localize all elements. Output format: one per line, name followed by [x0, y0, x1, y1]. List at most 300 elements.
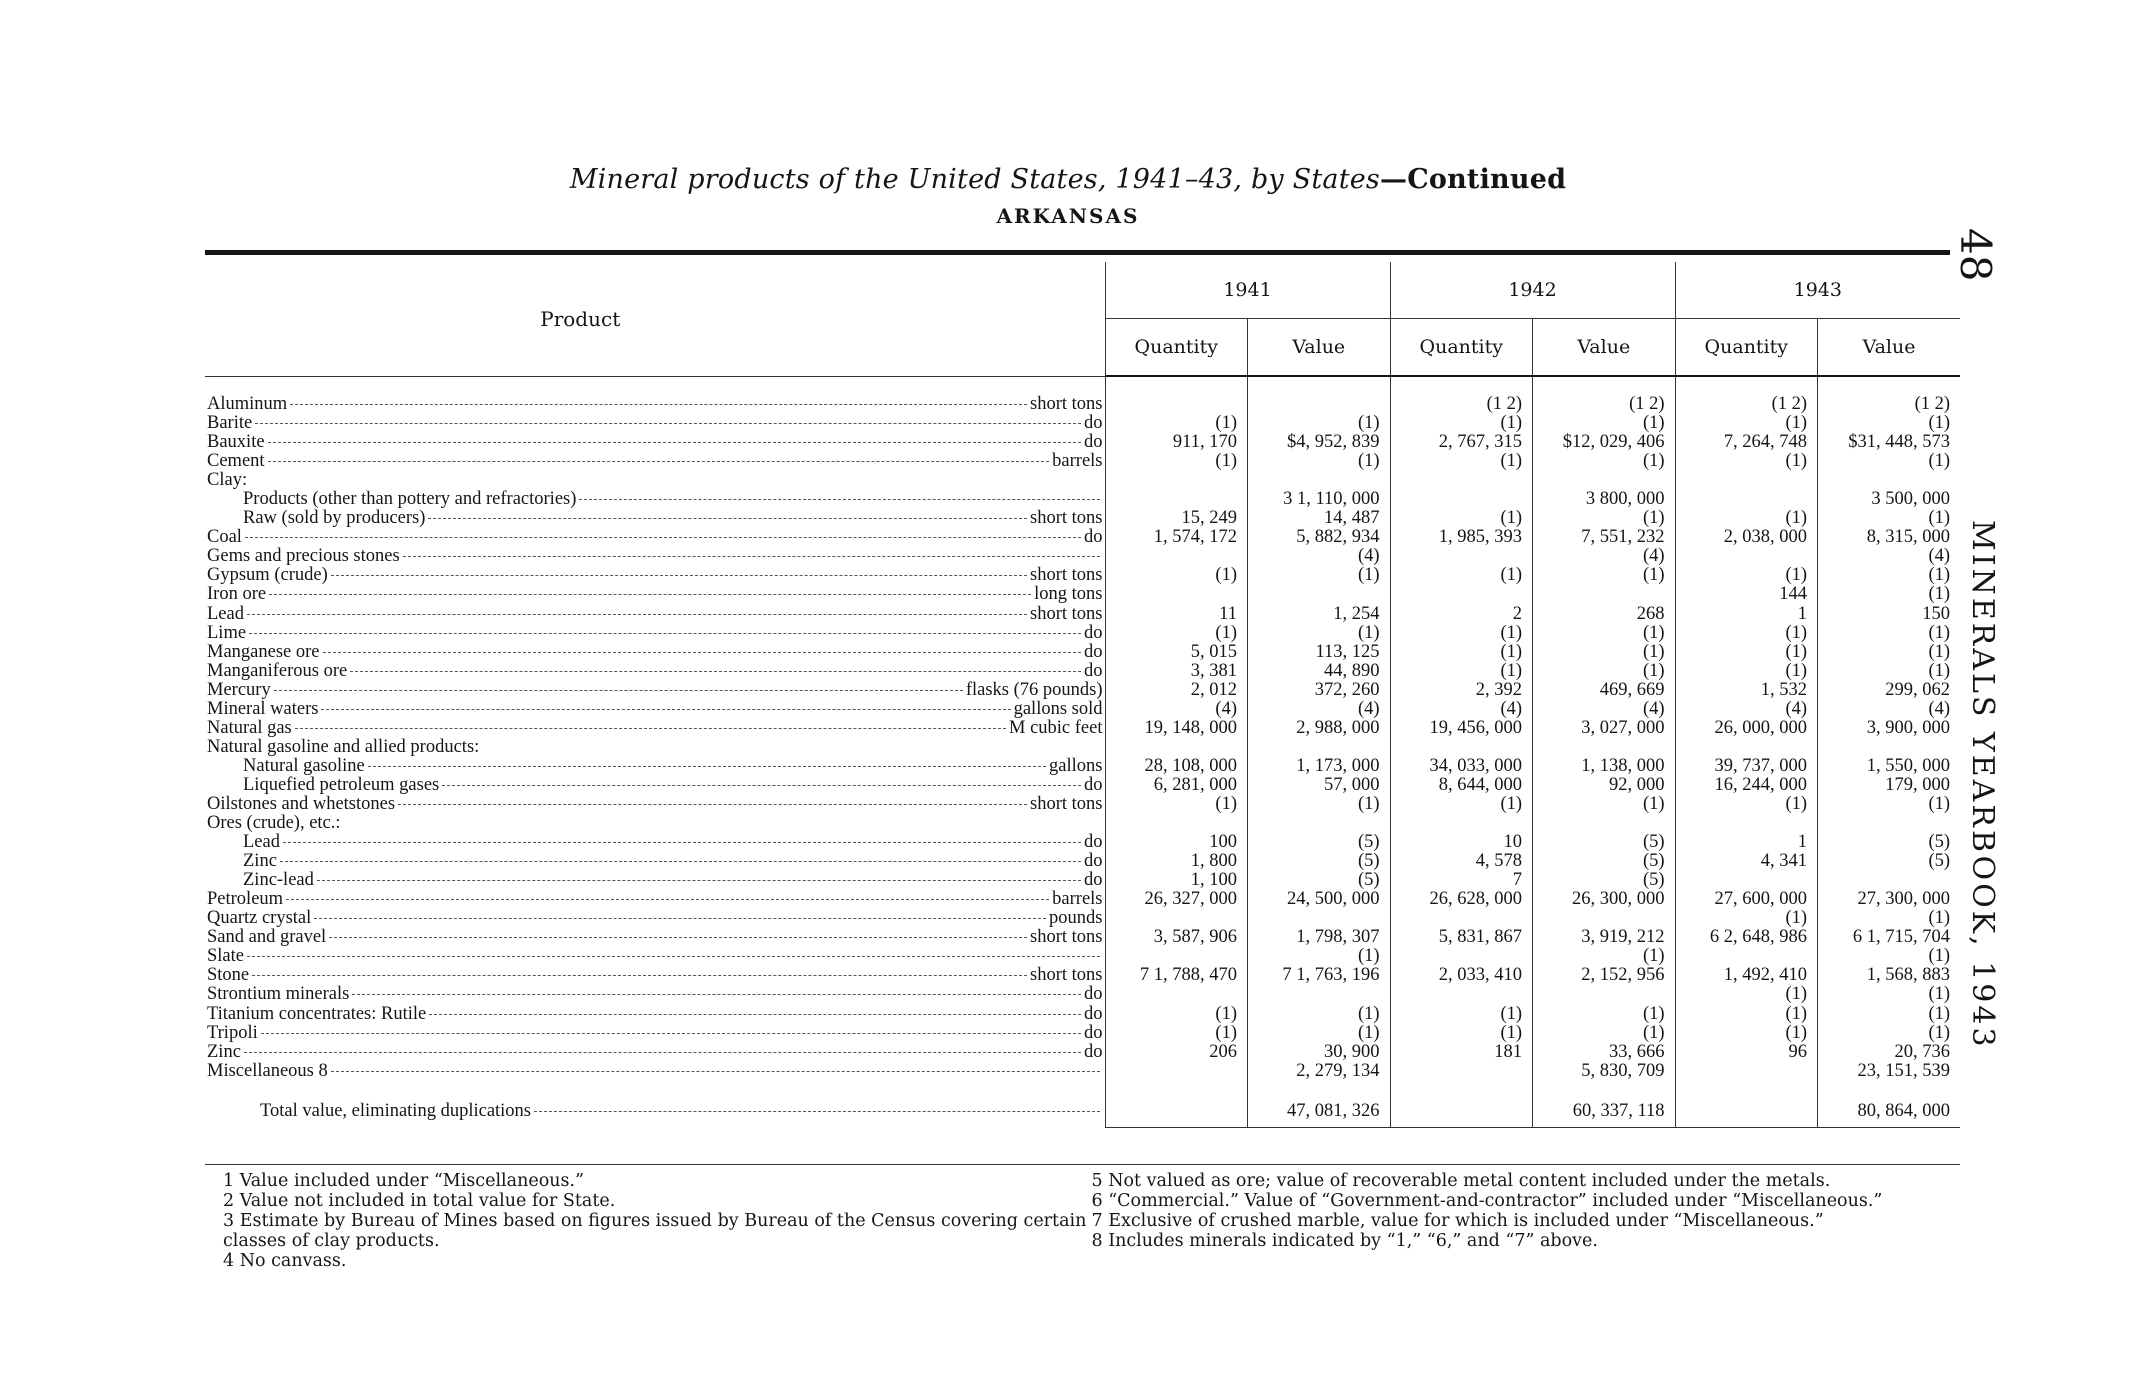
- product-unit: short tons: [1030, 966, 1103, 986]
- leader-dots: [323, 652, 1082, 653]
- value-header: Value: [1818, 319, 1961, 377]
- value-cell: $4, 952, 839: [1248, 433, 1391, 452]
- quantity-cell: 5, 015: [1105, 643, 1248, 662]
- leader-dots: [274, 690, 963, 691]
- footnote: 4 No canvass.: [223, 1251, 347, 1271]
- quantity-cell: [1105, 585, 1248, 604]
- value-cell: (1): [1818, 509, 1961, 528]
- quantity-cell: [1390, 585, 1533, 604]
- quantity-cell: (1): [1675, 414, 1818, 433]
- value-cell: (1): [1533, 1024, 1676, 1043]
- product-unit: short tons: [1030, 794, 1103, 814]
- quantity-cell: (1): [1675, 1005, 1818, 1024]
- product-name: Natural gasoline and allied products:: [207, 737, 480, 757]
- running-head: MINERALS YEARBOOK, 1943: [1965, 520, 2000, 1050]
- quantity-cell: 2, 392: [1390, 681, 1533, 700]
- value-cell: (5): [1818, 833, 1961, 852]
- value-cell: [1533, 909, 1676, 928]
- quantity-cell: 26, 628, 000: [1390, 890, 1533, 909]
- quantity-cell: [1675, 738, 1818, 757]
- product-name: Zinc: [243, 852, 277, 872]
- leader-dots: [249, 633, 1081, 634]
- quantity-cell: [1390, 1062, 1533, 1081]
- quantity-cell: [1390, 814, 1533, 833]
- product-unit: short tons: [1030, 928, 1103, 948]
- value-cell: [1248, 909, 1391, 928]
- quantity-cell: 7: [1390, 871, 1533, 890]
- quantity-cell: 1: [1675, 605, 1818, 624]
- value-cell: (1): [1818, 795, 1961, 814]
- quantity-cell: 5, 831, 867: [1390, 928, 1533, 947]
- product-name: Products (other than pottery and refractories): [243, 490, 577, 510]
- table-row: [205, 681, 1960, 700]
- quantity-cell: 11: [1105, 605, 1248, 624]
- leader-dots: [429, 1014, 1081, 1015]
- value-cell: 24, 500, 000: [1248, 890, 1391, 909]
- table-row: [205, 662, 1960, 681]
- product-unit: do: [1084, 642, 1103, 662]
- quantity-cell: 19, 148, 000: [1105, 719, 1248, 738]
- product-name: Manganiferous ore: [207, 661, 348, 681]
- leader-dots: [329, 937, 1027, 938]
- product-unit: do: [1084, 1004, 1103, 1024]
- quantity-cell: [1390, 738, 1533, 757]
- quantity-cell: [1675, 547, 1818, 566]
- product-name: Natural gasoline: [243, 756, 365, 776]
- quantity-cell: [1390, 490, 1533, 509]
- value-cell: (1): [1818, 985, 1961, 1004]
- value-cell: (1): [1248, 452, 1391, 471]
- table-row: [205, 776, 1960, 795]
- leader-dots: [579, 499, 1099, 500]
- product-name: Miscellaneous 8: [207, 1061, 328, 1081]
- quantity-cell: (1): [1675, 795, 1818, 814]
- product-cell: [205, 471, 1105, 490]
- value-cell: 6 1, 715, 704: [1818, 928, 1961, 947]
- quantity-cell: [1675, 490, 1818, 509]
- product-cell: [205, 395, 1105, 414]
- footnote: 1 Value included under “Miscellaneous.”: [223, 1171, 584, 1191]
- value-cell: (5): [1533, 871, 1676, 890]
- product-name: Gems and precious stones: [207, 547, 400, 567]
- product-cell: [205, 585, 1105, 604]
- quantity-cell: [1675, 871, 1818, 890]
- product-cell: [205, 719, 1105, 738]
- value-cell: (1): [1533, 643, 1676, 662]
- quantity-cell: 27, 600, 000: [1675, 890, 1818, 909]
- product-unit: gallons: [1049, 756, 1103, 776]
- leader-dots: [352, 994, 1081, 995]
- table-row: [205, 566, 1960, 585]
- quantity-cell: 96: [1675, 1043, 1818, 1062]
- value-cell: 179, 000: [1818, 776, 1961, 795]
- quantity-header: Quantity: [1390, 319, 1533, 377]
- quantity-cell: [1675, 1062, 1818, 1081]
- value-cell: (1): [1533, 624, 1676, 643]
- product-cell: [205, 662, 1105, 681]
- value-cell: [1248, 395, 1391, 414]
- product-cell: [205, 833, 1105, 852]
- value-cell: (1): [1533, 414, 1676, 433]
- product-unit: short tons: [1030, 566, 1103, 586]
- product-unit: pounds: [1049, 909, 1103, 929]
- product-cell: [205, 871, 1105, 890]
- value-header: Value: [1248, 319, 1391, 377]
- table-title: [0, 164, 2136, 195]
- total-empty-cell: [1390, 1081, 1533, 1128]
- product-name: Oilstones and whetstones: [207, 794, 396, 814]
- quantity-cell: 144: [1675, 585, 1818, 604]
- leader-dots: [247, 956, 1100, 957]
- value-header: Value: [1533, 319, 1676, 377]
- total-value-cell: 80, 864, 000: [1818, 1081, 1961, 1128]
- quantity-cell: (1): [1105, 624, 1248, 643]
- quantity-cell: 16, 244, 000: [1675, 776, 1818, 795]
- table-row: [205, 985, 1960, 1004]
- mineral-products-table: [205, 262, 1960, 1128]
- value-cell: 1, 138, 000: [1533, 757, 1676, 776]
- quantity-cell: 2, 767, 315: [1390, 433, 1533, 452]
- product-cell: [205, 681, 1105, 700]
- product-unit: flasks (76 pounds): [965, 680, 1103, 700]
- page-number: 48: [1951, 228, 2000, 282]
- leader-dots: [534, 1111, 1099, 1112]
- product-name: Mineral waters: [207, 699, 319, 719]
- table-row: [205, 890, 1960, 909]
- value-cell: (1): [1533, 509, 1676, 528]
- leader-dots: [261, 1033, 1081, 1034]
- product-unit: do: [1084, 852, 1103, 872]
- footnotes-right: [1092, 1171, 1961, 1271]
- value-cell: [1533, 985, 1676, 1004]
- value-cell: [1818, 814, 1961, 833]
- quantity-cell: (1): [1390, 643, 1533, 662]
- value-cell: 2, 988, 000: [1248, 719, 1391, 738]
- table-row: [205, 1043, 1960, 1062]
- value-cell: 372, 260: [1248, 681, 1391, 700]
- value-cell: 268: [1533, 605, 1676, 624]
- quantity-cell: [1390, 985, 1533, 1004]
- value-cell: 30, 900: [1248, 1043, 1391, 1062]
- value-cell: [1248, 585, 1391, 604]
- leader-dots: [283, 842, 1081, 843]
- value-cell: 14, 487: [1248, 509, 1391, 528]
- value-cell: 3 500, 000: [1818, 490, 1961, 509]
- product-cell: [205, 795, 1105, 814]
- product-cell: [205, 852, 1105, 871]
- product-name: Tripoli: [207, 1023, 258, 1043]
- product-cell: [205, 509, 1105, 528]
- product-name: Lead: [243, 833, 280, 853]
- table-row: [205, 795, 1960, 814]
- value-cell: (5): [1248, 852, 1391, 871]
- product-name: Quartz crystal: [207, 909, 312, 929]
- value-cell: (5): [1533, 852, 1676, 871]
- leader-dots: [350, 671, 1081, 672]
- product-cell: [205, 1062, 1105, 1081]
- product-name: Ores (crude), etc.:: [207, 814, 341, 834]
- leader-dots: [403, 556, 1100, 557]
- quantity-cell: (1 2): [1675, 395, 1818, 414]
- quantity-header: Quantity: [1105, 319, 1248, 377]
- value-cell: (1): [1248, 414, 1391, 433]
- quantity-cell: (1): [1390, 1005, 1533, 1024]
- leader-dots: [290, 404, 1027, 405]
- product-cell: [205, 1024, 1105, 1043]
- table-row: [205, 624, 1960, 643]
- value-cell: (1): [1818, 566, 1961, 585]
- table-row: [205, 833, 1960, 852]
- product-name: Barite: [207, 414, 253, 434]
- product-cell: [205, 757, 1105, 776]
- product-name: Liquefied petroleum gases: [243, 775, 440, 795]
- product-unit: do: [1084, 661, 1103, 681]
- leader-dots: [321, 709, 1010, 710]
- quantity-cell: (4): [1390, 700, 1533, 719]
- value-cell: (1): [1818, 643, 1961, 662]
- value-cell: 3 1, 110, 000: [1248, 490, 1391, 509]
- total-empty-cell: [1675, 1081, 1818, 1128]
- product-unit: short tons: [1030, 509, 1103, 529]
- product-column-header: Product: [205, 262, 1105, 376]
- value-cell: (4): [1818, 700, 1961, 719]
- value-cell: [1248, 471, 1391, 490]
- product-name: Lead: [207, 604, 244, 624]
- footnote: 2 Value not included in total value for State.: [223, 1191, 616, 1211]
- value-cell: 23, 151, 539: [1818, 1062, 1961, 1081]
- leader-dots: [331, 1071, 1100, 1072]
- product-name: Stone: [207, 966, 250, 986]
- quantity-cell: 8, 644, 000: [1390, 776, 1533, 795]
- value-cell: 2, 279, 134: [1248, 1062, 1391, 1081]
- product-unit: do: [1084, 1042, 1103, 1062]
- quantity-cell: [1105, 490, 1248, 509]
- value-cell: (1): [1818, 1005, 1961, 1024]
- product-unit: do: [1084, 833, 1103, 853]
- value-cell: (5): [1818, 852, 1961, 871]
- value-cell: [1533, 585, 1676, 604]
- quantity-cell: (1): [1675, 509, 1818, 528]
- quantity-cell: 6 2, 648, 986: [1675, 928, 1818, 947]
- product-unit: barrels: [1052, 890, 1103, 910]
- quantity-cell: 6, 281, 000: [1105, 776, 1248, 795]
- product-cell: [205, 566, 1105, 585]
- leader-dots: [398, 804, 1027, 805]
- table-row: [205, 852, 1960, 871]
- quantity-cell: (1): [1105, 1005, 1248, 1024]
- product-cell: [205, 947, 1105, 966]
- value-cell: 8, 315, 000: [1818, 528, 1961, 547]
- value-cell: (5): [1533, 833, 1676, 852]
- product-name: Raw (sold by producers): [243, 509, 426, 529]
- product-name: Zinc: [207, 1042, 241, 1062]
- quantity-cell: [1105, 471, 1248, 490]
- product-cell: [205, 605, 1105, 624]
- table-row: [205, 757, 1960, 776]
- table-row: [205, 395, 1960, 414]
- quantity-cell: 2, 012: [1105, 681, 1248, 700]
- quantity-cell: (1): [1105, 566, 1248, 585]
- value-cell: (5): [1248, 871, 1391, 890]
- table-row: [205, 1024, 1960, 1043]
- quantity-cell: 2: [1390, 605, 1533, 624]
- value-cell: [1818, 871, 1961, 890]
- value-cell: 150: [1818, 605, 1961, 624]
- value-cell: 20, 736: [1818, 1043, 1961, 1062]
- quantity-cell: (1): [1675, 624, 1818, 643]
- quantity-cell: [1390, 471, 1533, 490]
- product-cell: [205, 1043, 1105, 1062]
- value-cell: 44, 890: [1248, 662, 1391, 681]
- quantity-cell: [1105, 947, 1248, 966]
- product-name: Manganese ore: [207, 642, 320, 662]
- product-unit: M cubic feet: [1009, 718, 1103, 738]
- quantity-cell: 3, 587, 906: [1105, 928, 1248, 947]
- value-cell: 1, 173, 000: [1248, 757, 1391, 776]
- leader-dots: [368, 766, 1046, 767]
- year-header-1941: 1941: [1105, 262, 1390, 319]
- table-row: [205, 528, 1960, 547]
- title-continued: —Continued: [1380, 164, 1567, 195]
- product-name: Slate: [207, 947, 244, 967]
- value-cell: [1248, 814, 1391, 833]
- product-cell: [205, 528, 1105, 547]
- quantity-cell: (1): [1390, 1024, 1533, 1043]
- product-cell: [205, 1005, 1105, 1024]
- leader-dots: [295, 728, 1006, 729]
- product-name: Gypsum (crude): [207, 566, 328, 586]
- quantity-cell: 39, 737, 000: [1675, 757, 1818, 776]
- value-cell: 1, 798, 307: [1248, 928, 1391, 947]
- product-name: Clay:: [207, 471, 248, 491]
- quantity-cell: (1): [1390, 452, 1533, 471]
- table-row: [205, 700, 1960, 719]
- title-italic: Mineral products of the United States, 1941–43, by States: [569, 164, 1380, 195]
- value-cell: 33, 666: [1533, 1043, 1676, 1062]
- product-unit: short tons: [1030, 395, 1103, 415]
- quantity-cell: 28, 108, 000: [1105, 757, 1248, 776]
- leader-dots: [252, 975, 1027, 976]
- quantity-cell: [1105, 814, 1248, 833]
- leader-dots: [269, 594, 1031, 595]
- leader-dots: [428, 518, 1027, 519]
- leader-dots: [314, 918, 1046, 919]
- value-cell: [1248, 738, 1391, 757]
- quantity-cell: 2, 033, 410: [1390, 966, 1533, 985]
- total-value-cell: 60, 337, 118: [1533, 1081, 1676, 1128]
- quantity-cell: 26, 327, 000: [1105, 890, 1248, 909]
- value-cell: (1): [1248, 624, 1391, 643]
- product-cell: [205, 624, 1105, 643]
- product-unit: do: [1084, 623, 1103, 643]
- product-name: Bauxite: [207, 433, 265, 453]
- state-heading: ARKANSAS: [996, 204, 1140, 228]
- quantity-cell: (1): [1105, 452, 1248, 471]
- quantity-cell: [1105, 395, 1248, 414]
- table-row: [205, 947, 1960, 966]
- quantity-cell: [1105, 985, 1248, 1004]
- product-unit: do: [1084, 414, 1103, 434]
- quantity-cell: (1 2): [1390, 395, 1533, 414]
- value-cell: [1533, 738, 1676, 757]
- quantity-cell: (1): [1105, 1024, 1248, 1043]
- product-cell: [205, 928, 1105, 947]
- product-cell: [205, 490, 1105, 509]
- value-cell: [1533, 471, 1676, 490]
- value-cell: [1818, 738, 1961, 757]
- quantity-cell: [1390, 909, 1533, 928]
- total-label: Total value, eliminating duplications: [260, 1101, 532, 1122]
- value-cell: 1, 254: [1248, 605, 1391, 624]
- value-cell: (4): [1248, 700, 1391, 719]
- value-cell: [1818, 471, 1961, 490]
- leader-dots: [317, 880, 1081, 881]
- table-row: [205, 452, 1960, 471]
- value-cell: (4): [1818, 547, 1961, 566]
- product-unit: do: [1084, 871, 1103, 891]
- quantity-cell: 1, 800: [1105, 852, 1248, 871]
- value-cell: (1): [1818, 947, 1961, 966]
- product-cell: [205, 776, 1105, 795]
- table-row: [205, 471, 1960, 490]
- quantity-cell: [1105, 738, 1248, 757]
- value-cell: [1248, 985, 1391, 1004]
- product-name: Aluminum: [207, 395, 288, 415]
- quantity-cell: (1): [1675, 909, 1818, 928]
- value-cell: 469, 669: [1533, 681, 1676, 700]
- product-cell: [205, 909, 1105, 928]
- product-unit: do: [1084, 1023, 1103, 1043]
- quantity-cell: [1105, 547, 1248, 566]
- value-cell: (1): [1818, 585, 1961, 604]
- product-unit: long tons: [1034, 585, 1103, 605]
- footnote: 5 Not valued as ore; value of recoverable metal content included under the metals.: [1091, 1171, 1831, 1191]
- value-cell: (1): [1818, 414, 1961, 433]
- table-row: [205, 814, 1960, 833]
- value-cell: 7, 551, 232: [1533, 528, 1676, 547]
- value-cell: 3, 919, 212: [1533, 928, 1676, 947]
- table-row: [205, 547, 1960, 566]
- quantity-cell: 1, 574, 172: [1105, 528, 1248, 547]
- quantity-cell: 1: [1675, 833, 1818, 852]
- footnote: 8 Includes minerals indicated by “1,” “6,” and “7” above.: [1091, 1231, 1598, 1251]
- quantity-cell: (1): [1675, 452, 1818, 471]
- value-cell: (1): [1533, 1005, 1676, 1024]
- quantity-cell: (1): [1675, 985, 1818, 1004]
- year-header-1942: 1942: [1390, 262, 1675, 319]
- product-name: Strontium minerals: [207, 985, 350, 1005]
- quantity-cell: 7 1, 788, 470: [1105, 966, 1248, 985]
- product-cell: [205, 643, 1105, 662]
- quantity-cell: (4): [1105, 700, 1248, 719]
- product-cell: [205, 547, 1105, 566]
- product-cell: [205, 966, 1105, 985]
- value-cell: (1): [1818, 1024, 1961, 1043]
- value-cell: (1): [1818, 452, 1961, 471]
- table-row: [205, 490, 1960, 509]
- quantity-cell: [1675, 814, 1818, 833]
- leader-dots: [247, 614, 1027, 615]
- table-row: [205, 643, 1960, 662]
- quantity-cell: [1675, 471, 1818, 490]
- value-cell: (4): [1533, 547, 1676, 566]
- product-cell: [205, 700, 1105, 719]
- table-row: [205, 1062, 1960, 1081]
- leader-dots: [268, 442, 1081, 443]
- table-row: [205, 928, 1960, 947]
- quantity-cell: (1): [1390, 566, 1533, 585]
- product-unit: barrels: [1052, 452, 1103, 472]
